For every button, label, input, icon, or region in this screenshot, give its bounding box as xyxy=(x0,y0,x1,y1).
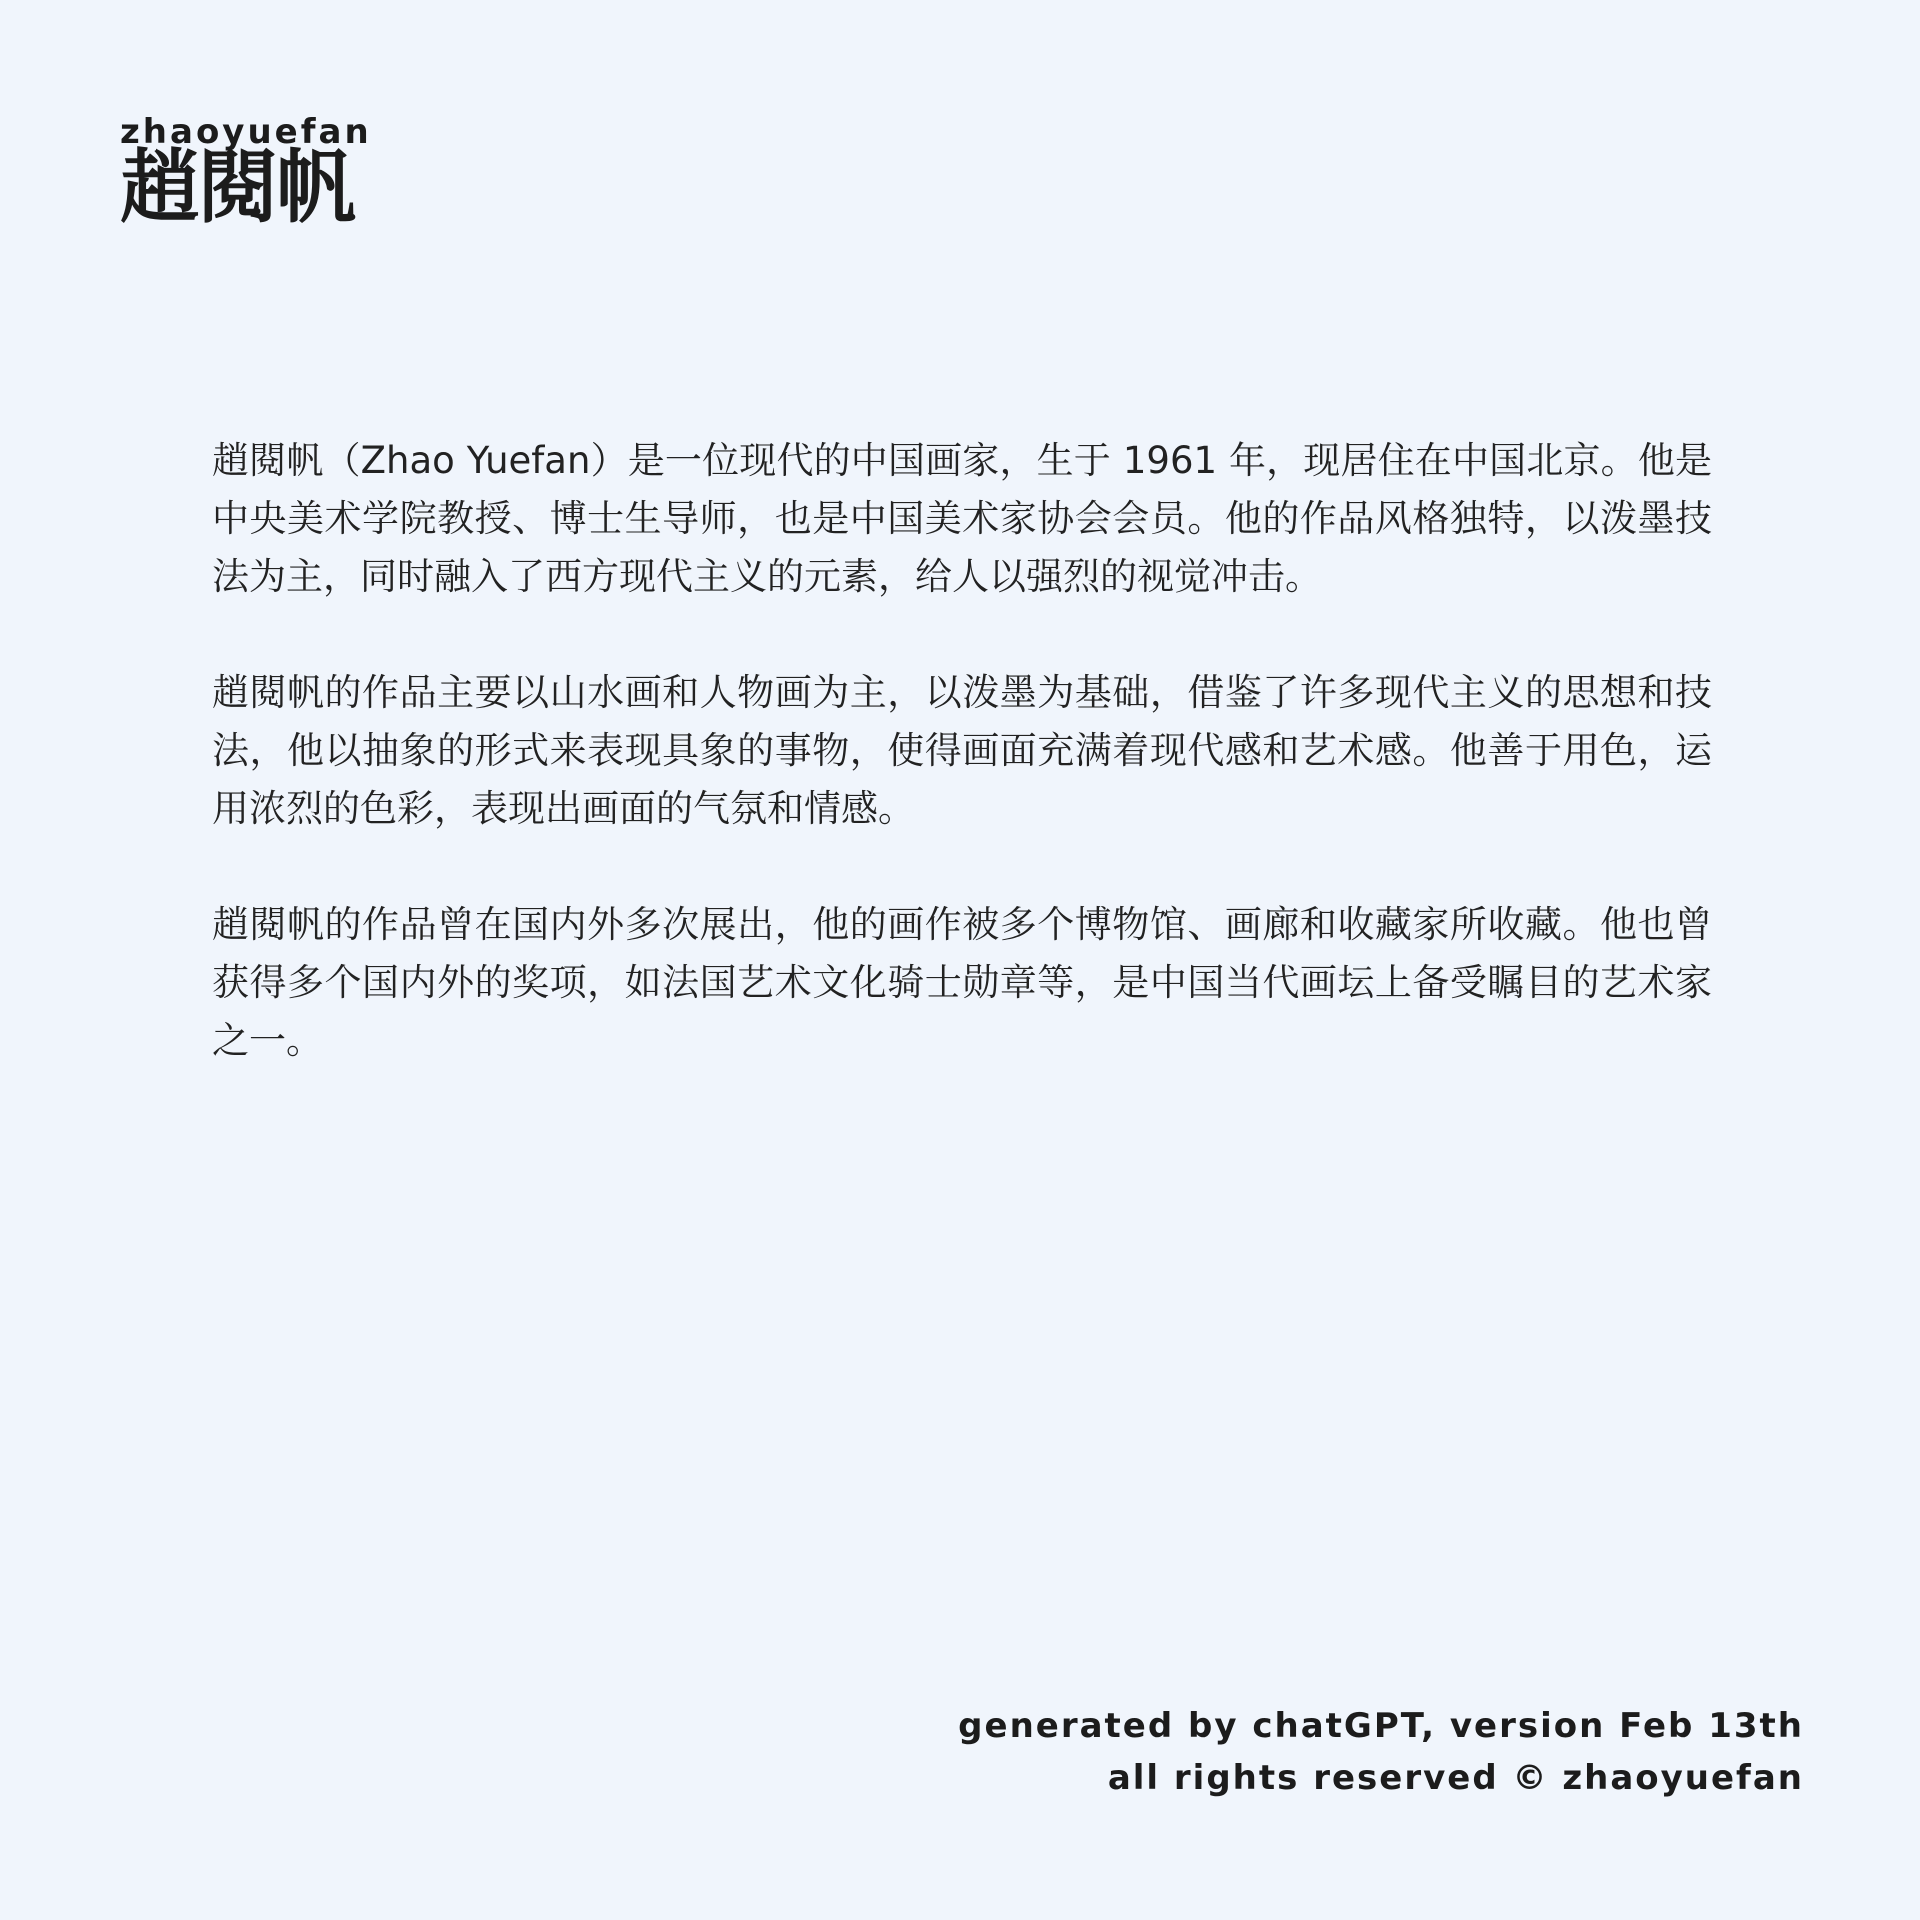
logo xyxy=(120,112,372,234)
paragraph-exhibitions: 趙閱帆的作品曾在国内外多次展出，他的画作被多个博物馆、画廊和收藏家所收藏。他也曾获得多个国内外的奖项，如法国艺术文化骑士勋章等，是中国当代画坛上备受瞩目的艺术家之一。 xyxy=(212,903,1712,1062)
article-body xyxy=(212,432,1712,1128)
logo-latin-name: zhaoyuefan xyxy=(120,112,372,152)
paragraph-intro: 趙閱帆（Zhao Yuefan）是一位现代的中国画家，生于 1961 年，现居住在中国北京。他是中央美术学院教授、博士生导师，也是中国美术家协会会员。他的作品风格独特，以泼墨技法为主，同时融入了西方现代主义的元素，给人以强烈的视觉冲击。 xyxy=(212,439,1712,598)
logo-chinese-name: 趙閱帆 xyxy=(120,141,354,234)
footer xyxy=(958,1700,1804,1804)
footer-copyright: all rights reserved © zhaoyuefan xyxy=(1107,1758,1804,1798)
paragraph-style: 趙閱帆的作品主要以山水画和人物画为主，以泼墨为基础，借鉴了许多现代主义的思想和技法，他以抽象的形式来表现具象的事物，使得画面充满着现代感和艺术感。他善于用色，运用浓烈的色彩，表现出画面的气氛和情感。 xyxy=(212,671,1712,830)
footer-generated-note: generated by chatGPT, version Feb 13th xyxy=(958,1706,1804,1746)
